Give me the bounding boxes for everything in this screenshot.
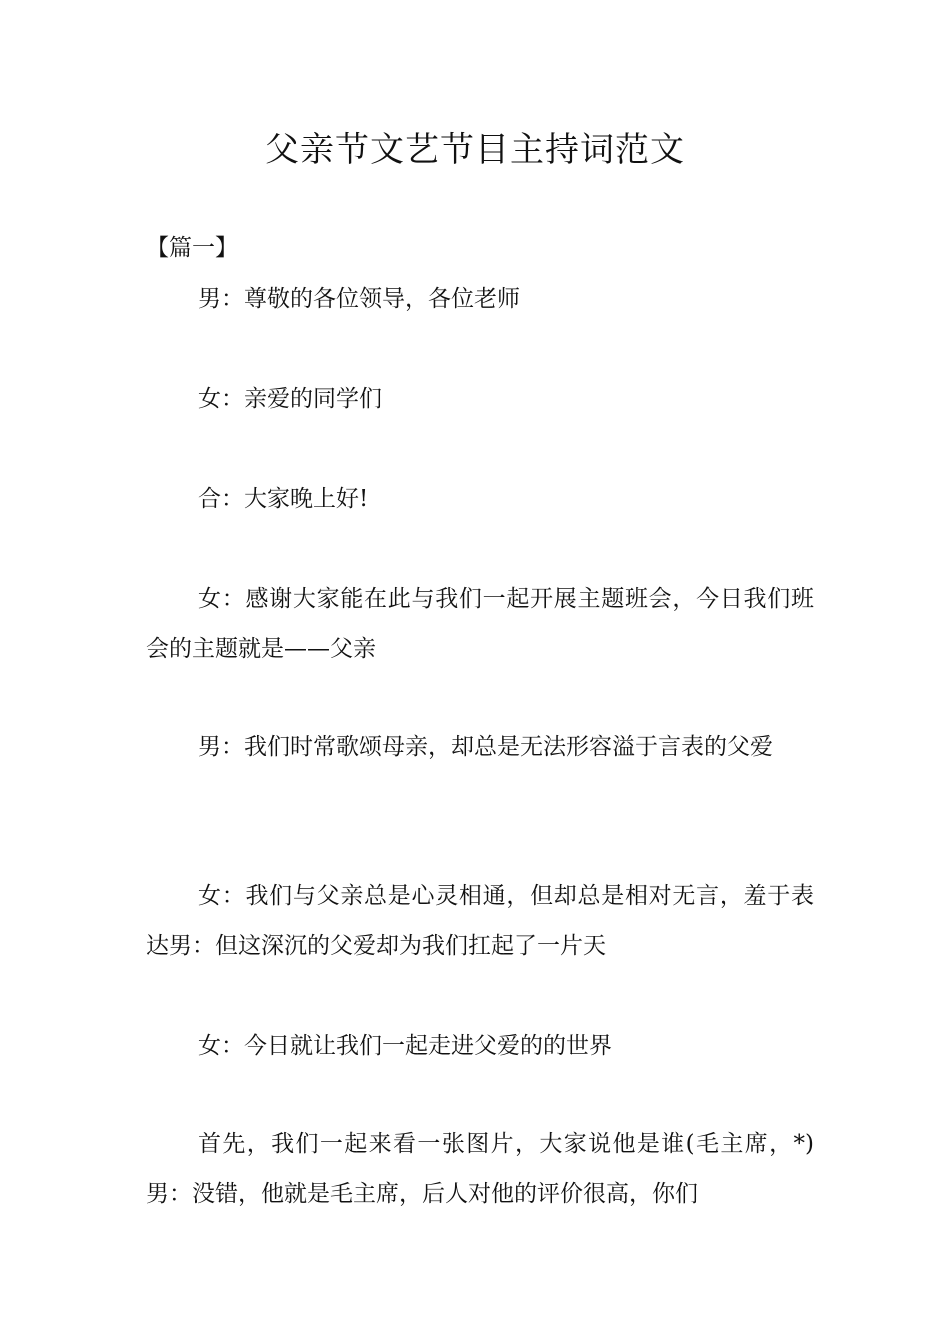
paragraph: 首先，我们一起来看一张图片，大家说他是谁(毛主席，*)男：没错，他就是毛主席，后人对他的评价很高，你们 — [146, 1131, 814, 1207]
paragraph: 女：感谢大家能在此与我们一起开展主题班会，今日我们班会的主题就是——父亲 — [146, 586, 814, 662]
paragraph: 男：我们时常歌颂母亲，却总是无法形容溢于言表的父爱 — [198, 734, 773, 760]
paragraph: 女：亲爱的同学们 — [198, 386, 382, 412]
document-title: 父亲节文艺节目主持词范文 — [265, 130, 685, 170]
paragraph: 男：尊敬的各位领导，各位老师 — [198, 286, 520, 312]
paragraph: 女：今日就让我们一起走进父爱的的世界 — [198, 1033, 612, 1059]
paragraph: 女：我们与父亲总是心灵相通，但却总是相对无言，羞于表达男：但这深沉的父爱却为我们扛起了一片天 — [146, 883, 814, 959]
paragraph: 合：大家晚上好! — [198, 486, 369, 512]
section-label: 【篇一】 — [146, 235, 238, 261]
